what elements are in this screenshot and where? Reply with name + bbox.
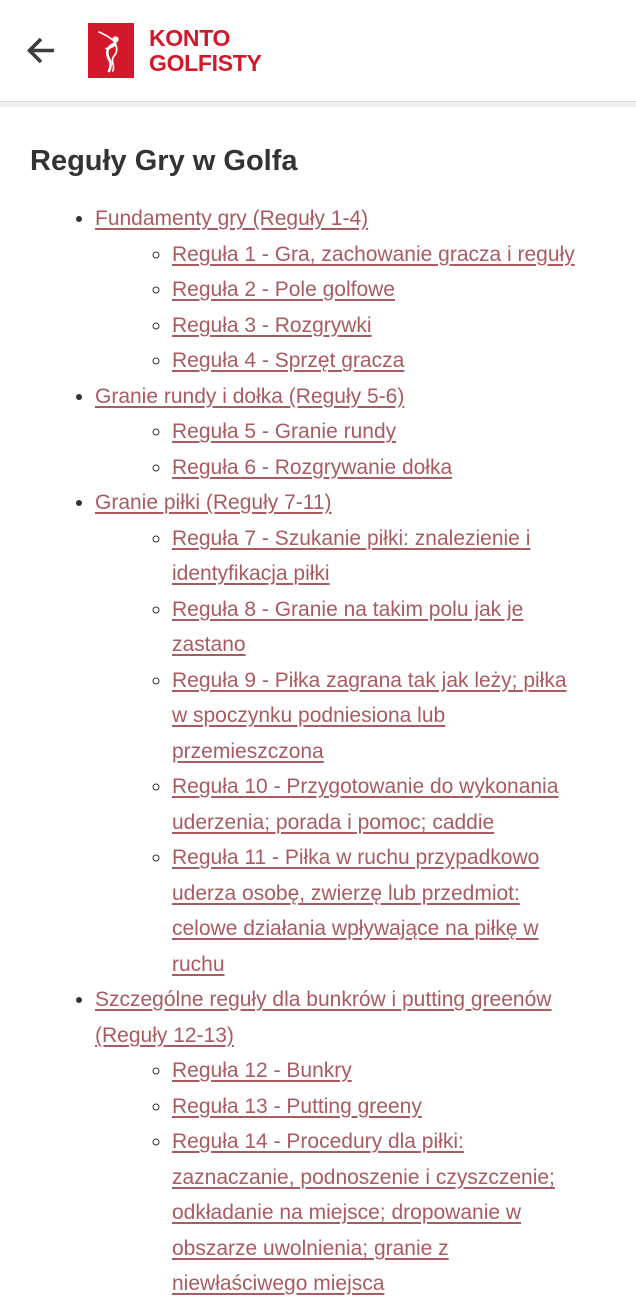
toc-section-link[interactable]: Fundamenty gry (Reguły 1-4) [95, 207, 369, 230]
toc-rule-link[interactable]: Reguła 5 - Granie rundy [172, 420, 397, 443]
toc-rule-item [172, 308, 583, 344]
header-divider [0, 101, 636, 107]
toc-rule-link[interactable]: Reguła 6 - Rozgrywanie dołka [172, 455, 453, 479]
toc-rule-item [172, 272, 583, 308]
toc-section-link[interactable]: Granie rundy i dołka (Reguły 5-6) [95, 384, 405, 408]
toc-rule-item [172, 450, 583, 486]
toc-rule-link[interactable]: Reguła 1 - Gra, zachowanie gracza i reguły [172, 242, 575, 266]
toc-rule-sublist [95, 414, 583, 485]
app-header [0, 0, 636, 101]
golfer-swing-icon [88, 23, 134, 78]
toc-section-item [95, 982, 583, 1302]
page-title: Reguły Gry w Golfa [30, 145, 298, 177]
app-logo [88, 23, 262, 78]
toc-rule-sublist [95, 521, 583, 983]
toc-rule-item [172, 592, 583, 663]
toc-rule-link[interactable]: Reguła 2 - Pole golfowe [172, 278, 395, 301]
toc-rule-item [172, 237, 583, 273]
toc-rule-item [172, 663, 583, 770]
toc-rule-sublist [95, 237, 583, 379]
toc-section-item [95, 485, 583, 982]
toc-rule-item [172, 769, 583, 840]
toc-rule-link[interactable]: Reguła 3 - Rozgrywki [172, 313, 372, 337]
toc-section-link[interactable]: Szczególne reguły dla bunkrów i putting greenów (Reguły 12-13) [95, 988, 552, 1047]
toc-rule-link[interactable]: Reguła 8 - Granie na takim polu jak je zastano [172, 597, 524, 656]
toc-section-item [95, 379, 583, 486]
toc-rule-link[interactable]: Reguła 9 - Piłka zagrana tak jak leży; piłka w spoczynku podniesiona lub przemieszczona [172, 668, 567, 763]
logo-line2: GOLFISTY [149, 49, 262, 76]
back-button[interactable] [24, 34, 58, 68]
logo-wordmark [149, 26, 262, 76]
logo-line1: KONTO [149, 24, 231, 51]
toc-rule-link[interactable]: Reguła 4 - Sprzęt gracza [172, 349, 405, 372]
toc-list [30, 201, 583, 1302]
toc-rule-link[interactable]: Reguła 13 - Putting greeny [172, 1094, 422, 1118]
toc-rule-link[interactable]: Reguła 10 - Przygotowanie do wykonania uderzenia; porada i pomoc; caddie [172, 775, 559, 834]
toc-rule-item [172, 521, 583, 592]
toc-rule-item [172, 1053, 583, 1089]
toc-rule-link[interactable]: Reguła 11 - Piłka w ruchu przypadkowo uderza osobę, zwierzę lub przedmiot: celowe działania wpływające na piłkę w ruchu [172, 846, 540, 976]
toc-section-item [95, 201, 583, 379]
toc-rule-item [172, 840, 583, 982]
arrow-left-icon [25, 35, 57, 67]
toc-rule-item [172, 414, 583, 450]
toc-rule-link[interactable]: Reguła 12 - Bunkry [172, 1059, 352, 1082]
toc-rule-item [172, 343, 583, 379]
toc-section-link[interactable]: Granie piłki (Reguły 7-11) [95, 491, 332, 514]
toc-rule-sublist [95, 1053, 583, 1302]
toc-rule-item [172, 1124, 583, 1302]
toc-rule-item [172, 1089, 583, 1125]
toc-rule-link[interactable]: Reguła 7 - Szukanie piłki: znalezienie i identyfikacja piłki [172, 526, 531, 585]
main-content [0, 142, 636, 1302]
toc-rule-link[interactable]: Reguła 14 - Procedury dla piłki: zaznaczanie, podnoszenie i czyszczenie; odkładanie na miejsce; dropowanie w obszarze uwolnienia; granie z niewłaściwego miejsca [172, 1130, 555, 1295]
